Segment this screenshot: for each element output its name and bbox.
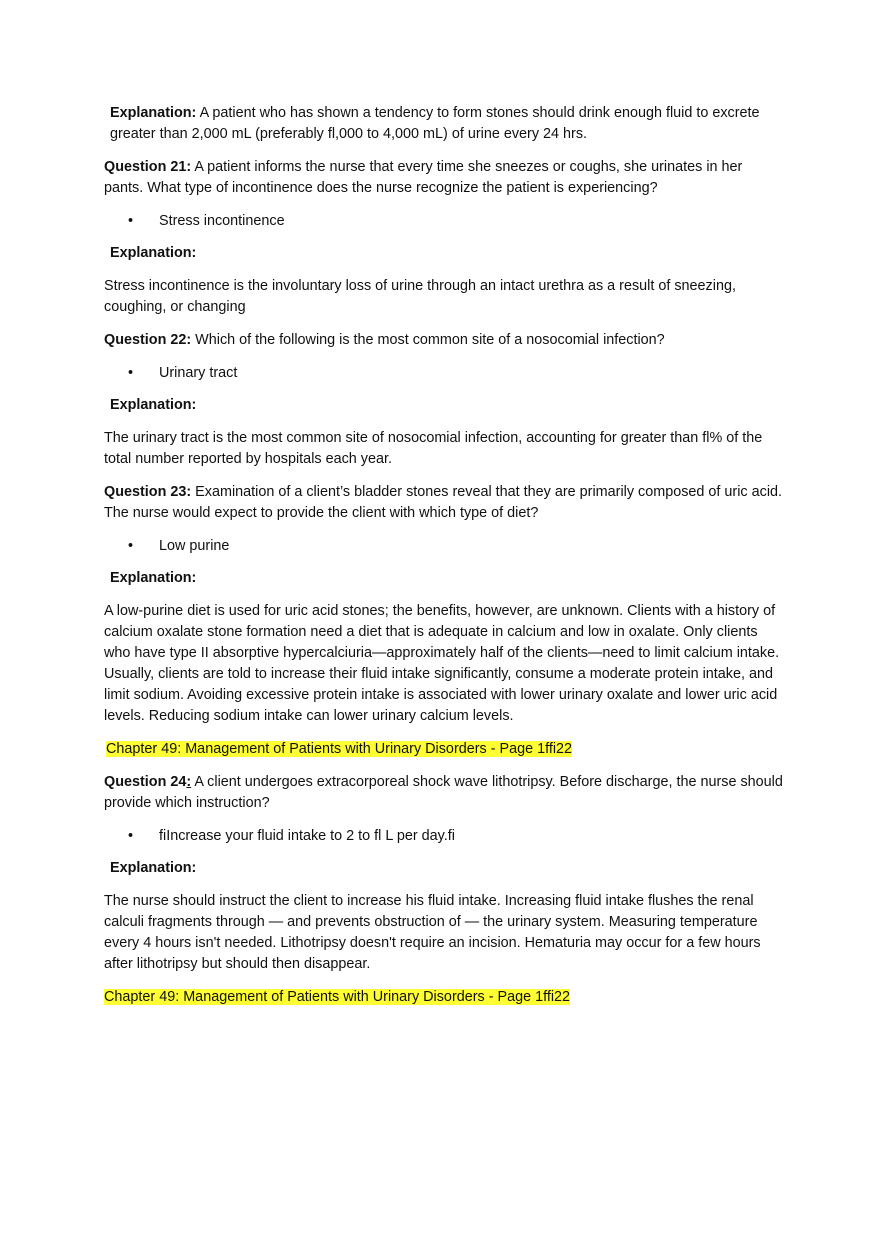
question-22 [104, 330, 784, 351]
question-21 [104, 157, 784, 199]
explanation-text: A patient who has shown a tendency to form stones should drink enough fluid to excrete greater than 2,000 mL (preferably fl,000 to 4,000 mL) of urine every 24 hrs. [110, 105, 760, 142]
document-page [104, 103, 784, 1020]
question-label: Question 21: [104, 159, 192, 175]
question-label-colon: : [186, 774, 192, 790]
intro-explanation [104, 103, 784, 145]
chapter-reference-1 [104, 739, 784, 760]
chapter-reference-2 [104, 987, 784, 1008]
question-label: Question 24 [104, 774, 187, 790]
bullet-icon: • [128, 365, 134, 381]
answer-text: Stress incontinence [159, 213, 285, 229]
question-text: A client undergoes extracorporeal shock wave lithotripsy. Before discharge, the nurse should provide which instruction? [104, 774, 783, 811]
question-text: Examination of a client’s bladder stones reveal that they are primarily composed of uric acid. The nurse would expect to provide the client with which type of diet? [104, 484, 783, 521]
answer-24 [104, 826, 784, 847]
bullet-icon: • [128, 538, 134, 554]
explanation-label-24: Explanation: [110, 860, 197, 876]
explanation-23: A low-purine diet is used for uric acid stones; the benefits, however, are unknown. Clients with a history of calcium oxalate stone formation need a diet that is adequate in calcium and low in oxalate. Only clients who have type II absorptive hypercalciuria—approximately half of the clients—need to limit calcium intake. Usually, clients are told to increase their fluid intake significantly, consume a moderate protein intake, and limit sodium. Avoiding excessive protein intake is associated with lower urinary oxalate and lower uric acid levels. Reducing sodium intake can lower urinary calcium levels. [104, 603, 780, 724]
explanation-label-21: Explanation: [110, 245, 197, 261]
question-23 [104, 482, 784, 524]
bullet-icon: • [128, 828, 134, 844]
answer-23 [104, 536, 784, 557]
explanation-21: Stress incontinence is the involuntary loss of urine through an intact urethra as a result of sneezing, coughing, or changing [104, 278, 736, 315]
explanation-label-22: Explanation: [110, 397, 197, 413]
question-text: A patient informs the nurse that every time she sneezes or coughs, she urinates in her pants. What type of incontinence does the nurse recognize the patient is experiencing? [104, 159, 743, 196]
chapter-reference-text: Chapter 49: Management of Patients with Urinary Disorders - Page 1ffi22 [106, 741, 573, 757]
explanation-24: The nurse should instruct the client to increase his fluid intake. Increasing fluid intake flushes the renal calculi fragments through — and prevents obstruction of — the urinary system. Measuring temperature every 4 hours isn't needed. Lithotripsy doesn't require an incision. Hematuria may occur for a few hours after lithotripsy but should then disappear. [104, 893, 761, 972]
answer-22 [104, 363, 784, 384]
explanation-22: The urinary tract is the most common site of nosocomial infection, accounting for greater than fl% of the total number reported by hospitals each year. [104, 430, 763, 467]
question-24 [104, 772, 784, 814]
question-label: Question 23: [104, 484, 192, 500]
question-label: Question 22: [104, 332, 192, 348]
answer-text: fiIncrease your fluid intake to 2 to fl L per day.fi [159, 828, 455, 844]
explanation-label-23: Explanation: [110, 570, 197, 586]
answer-21 [104, 211, 784, 232]
question-text: Which of the following is the most common site of a nosocomial infection? [191, 332, 665, 348]
bullet-icon: • [128, 213, 134, 229]
explanation-label: Explanation: [110, 105, 197, 121]
answer-text: Low purine [159, 538, 230, 554]
answer-text: Urinary tract [159, 365, 238, 381]
chapter-reference-text: Chapter 49: Management of Patients with Urinary Disorders - Page 1ffi22 [104, 989, 571, 1005]
